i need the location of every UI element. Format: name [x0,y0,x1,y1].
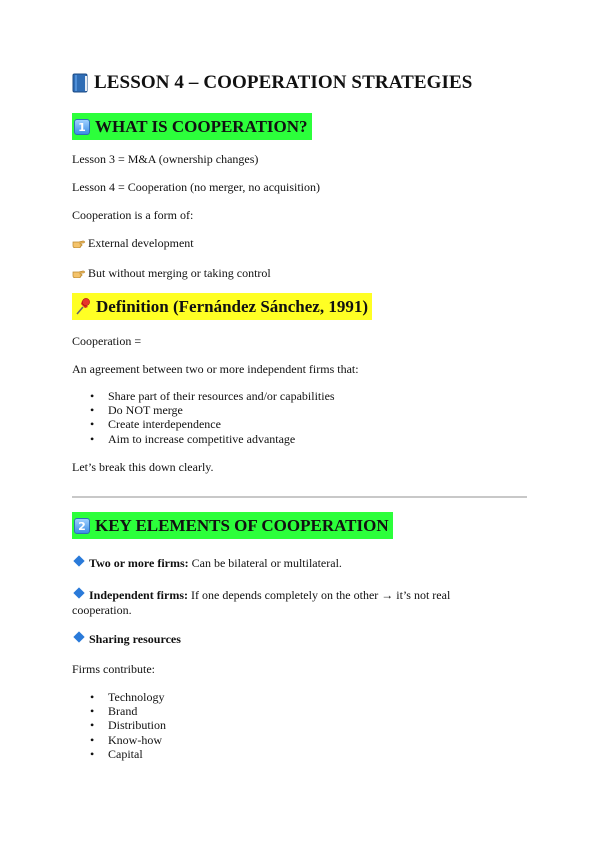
element-label: Independent firms: [89,588,189,602]
contribution-list [72,690,166,761]
page-title [72,72,472,94]
horizontal-divider [72,496,527,498]
blue-diamond-icon [73,555,84,566]
element-independent-firms-cont: cooperation. [72,603,132,617]
cooperation-form-line: Cooperation is a form of: [72,208,194,222]
list-item: • Capital [72,747,166,761]
point-without-merging [72,266,271,281]
definition-list [72,389,335,446]
lesson3-line: Lesson 3 = M&A (ownership changes) [72,152,259,166]
section2-heading [72,512,393,539]
element-two-or-more-firms [72,556,342,571]
element-independent-firms [72,588,450,603]
list-item: • Create interdependence [72,417,335,431]
definition-closing: Let’s break this down clearly. [72,460,214,474]
list-item: • Technology [72,690,166,704]
blue-diamond-icon [73,631,84,642]
list-item: • Brand [72,704,166,718]
definition-line1: Cooperation = [72,334,142,348]
element-sharing-resources [72,632,181,647]
point-external-development-text: External development [88,236,194,250]
element-label: Sharing resources [89,632,181,646]
pointing-hand-icon [72,267,85,277]
element-text: Can be bilateral or multilateral. [188,556,342,570]
list-item: • Do NOT merge [72,403,335,417]
point-external-development [72,236,194,251]
definition-heading-text: Definition (Fernández Sánchez, 1991) [96,297,368,316]
lesson4-line: Lesson 4 = Cooperation (no merger, no acquisition) [72,180,321,194]
definition-line2: An agreement between two or more independent firms that: [72,362,359,376]
element-text: If one depends completely on the other → it’s not real [188,588,451,602]
element-label: Two or more firms: [89,556,189,570]
definition-heading [72,293,372,320]
section1-heading [72,113,312,140]
blue-diamond-icon [73,587,84,598]
pushpin-icon [74,297,92,317]
firms-contribute-line: Firms contribute: [72,662,155,676]
page-title-text: LESSON 4 – COOPERATION STRATEGIES [94,72,473,93]
list-item: • Share part of their resources and/or capabilities [72,389,335,403]
list-item: • Distribution [72,718,166,732]
list-item: • Aim to increase competitive advantage [72,432,335,446]
keycap-1-icon: 1 [74,119,90,135]
keycap-2-icon: 2 [74,518,90,534]
list-item: • Know-how [72,733,166,747]
point-without-merging-text: But without merging or taking control [88,266,271,280]
section1-heading-text: WHAT IS COOPERATION? [95,117,308,136]
book-icon [72,73,89,93]
section2-heading-text: KEY ELEMENTS OF COOPERATION [95,516,389,535]
pointing-hand-icon [72,237,85,247]
